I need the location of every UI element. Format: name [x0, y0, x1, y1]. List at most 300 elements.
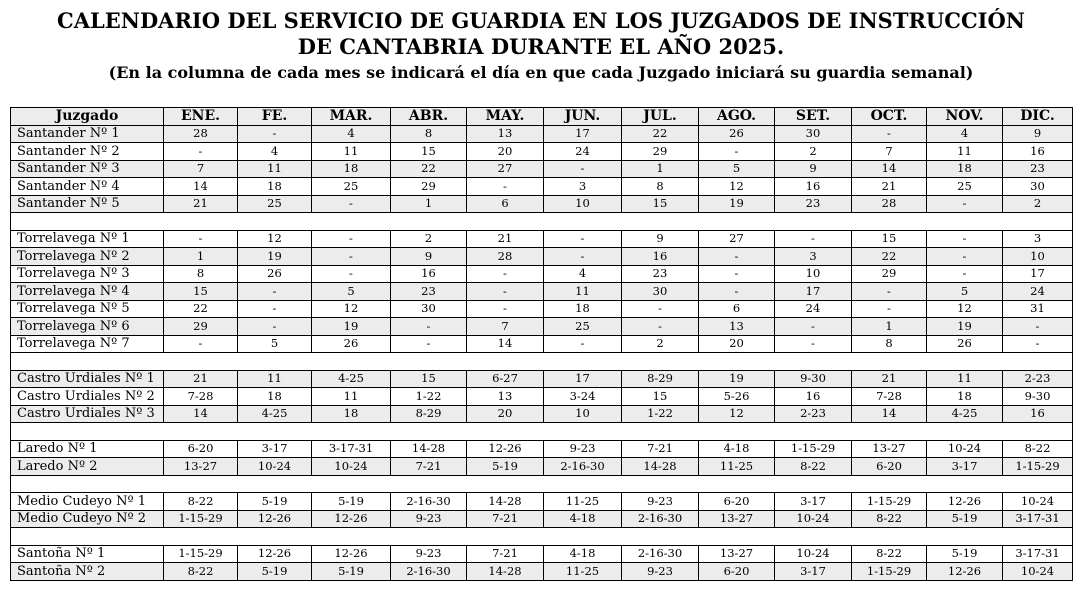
guard-start-cell: 16 [1003, 405, 1073, 423]
guard-start-cell: 5-26 [699, 388, 775, 406]
column-header: FE. [238, 108, 312, 126]
guard-start-cell: 28 [164, 125, 238, 143]
court-name: Santander Nº 4 [11, 178, 164, 196]
guard-start-cell: 9-23 [544, 440, 622, 458]
guard-start-cell: 7-21 [467, 545, 544, 563]
guard-start-cell: 18 [927, 160, 1003, 178]
guard-start-cell: 17 [1003, 265, 1073, 283]
guard-start-cell: 13 [467, 125, 544, 143]
table-row [11, 493, 1073, 511]
guard-start-cell: 15 [391, 143, 467, 161]
guard-start-cell: - [391, 318, 467, 336]
guard-start-cell: - [312, 230, 391, 248]
guard-start-cell: 13-27 [852, 440, 927, 458]
guard-start-cell: 3 [775, 248, 852, 266]
court-name: Santoña Nº 2 [11, 563, 164, 581]
guard-start-cell: - [852, 283, 927, 301]
court-name: Torrelavega Nº 5 [11, 300, 164, 318]
guard-start-cell: 10-24 [312, 458, 391, 476]
guard-start-cell: 1 [391, 195, 467, 213]
court-name: Santander Nº 3 [11, 160, 164, 178]
table-row [11, 178, 1073, 196]
guard-start-cell: 18 [927, 388, 1003, 406]
guard-start-cell: 30 [1003, 178, 1073, 196]
table-row [11, 405, 1073, 423]
guard-start-cell: 31 [1003, 300, 1073, 318]
guard-start-cell: 5-19 [238, 563, 312, 581]
guard-start-cell: 30 [622, 283, 699, 301]
guard-start-cell: 8-22 [852, 545, 927, 563]
guard-start-cell: 9 [622, 230, 699, 248]
guard-start-cell: 9-23 [622, 563, 699, 581]
guard-start-cell: 12-26 [927, 493, 1003, 511]
guard-start-cell: 3-17 [238, 440, 312, 458]
page-title-line-2: DE CANTABRIA DURANTE EL AÑO 2025. [297, 34, 785, 59]
table-row [11, 160, 1073, 178]
guard-start-cell: - [927, 195, 1003, 213]
table-row [11, 440, 1073, 458]
court-name: Torrelavega Nº 4 [11, 283, 164, 301]
guard-start-cell: 1-15-29 [1003, 458, 1073, 476]
guard-start-cell: 10-24 [1003, 563, 1073, 581]
guard-start-cell: - [467, 265, 544, 283]
guard-start-cell: 2-16-30 [622, 545, 699, 563]
guard-start-cell: 9-23 [622, 493, 699, 511]
guard-start-cell: 6-20 [699, 563, 775, 581]
guard-start-cell: 9-23 [391, 545, 467, 563]
guard-start-cell: 19 [927, 318, 1003, 336]
guard-start-cell: 6-20 [852, 458, 927, 476]
column-header: DIC. [1003, 108, 1073, 126]
guard-start-cell: - [467, 283, 544, 301]
guard-start-cell: 11-25 [544, 563, 622, 581]
guard-start-cell: 1-22 [391, 388, 467, 406]
guard-start-cell: 27 [467, 160, 544, 178]
guard-start-cell: 23 [622, 265, 699, 283]
guard-start-cell: 17 [544, 125, 622, 143]
guard-start-cell: - [622, 300, 699, 318]
guard-start-cell: 3 [544, 178, 622, 196]
guard-start-cell: 30 [775, 125, 852, 143]
guard-start-cell: 23 [775, 195, 852, 213]
guard-start-cell: 23 [391, 283, 467, 301]
guard-start-cell: 1-15-29 [775, 440, 852, 458]
table-row [11, 510, 1073, 528]
guard-start-cell: 18 [544, 300, 622, 318]
guard-start-cell: 3-17-31 [1003, 510, 1073, 528]
guard-start-cell: 3-17 [927, 458, 1003, 476]
group-spacer-row [11, 528, 1073, 546]
table-row [11, 388, 1073, 406]
spacer-cell [11, 213, 1073, 231]
guard-start-cell: 2-23 [1003, 370, 1073, 388]
group-spacer-row [11, 213, 1073, 231]
guard-start-cell: 12-26 [238, 545, 312, 563]
guard-start-cell: - [164, 143, 238, 161]
guard-start-cell: 7-21 [622, 440, 699, 458]
guard-start-cell: 12 [927, 300, 1003, 318]
guard-start-cell: 25 [238, 195, 312, 213]
guard-start-cell: 2-16-30 [544, 458, 622, 476]
court-name: Laredo Nº 1 [11, 440, 164, 458]
guard-start-cell: - [164, 335, 238, 353]
guard-start-cell: 7-21 [391, 458, 467, 476]
guard-start-cell: 22 [391, 160, 467, 178]
guard-start-cell: 18 [312, 405, 391, 423]
guard-start-cell: 11 [312, 143, 391, 161]
guard-start-cell: 6-20 [699, 493, 775, 511]
guard-start-cell: 10 [1003, 248, 1073, 266]
guard-start-cell: 12 [238, 230, 312, 248]
guard-start-cell: 9 [391, 248, 467, 266]
guard-start-cell: 4-25 [238, 405, 312, 423]
page-subtitle: (En la columna de cada mes se indicará el día en que cada Juzgado iniciará su guardia semanal) [108, 63, 974, 82]
guard-start-cell: 10-24 [775, 510, 852, 528]
guard-start-cell: 19 [312, 318, 391, 336]
spacer-cell [11, 353, 1073, 371]
guard-start-cell: 13-27 [699, 545, 775, 563]
guard-start-cell: 14-28 [467, 563, 544, 581]
guard-start-cell: 6-27 [467, 370, 544, 388]
guard-start-cell: 1 [852, 318, 927, 336]
guard-start-cell: 11 [312, 388, 391, 406]
guard-start-cell: 29 [622, 143, 699, 161]
guard-start-cell: 16 [622, 248, 699, 266]
court-name: Torrelavega Nº 2 [11, 248, 164, 266]
table-row [11, 545, 1073, 563]
guard-start-cell: 9-23 [391, 510, 467, 528]
guard-start-cell: - [927, 265, 1003, 283]
guard-start-cell: 14-28 [391, 440, 467, 458]
court-name: Laredo Nº 2 [11, 458, 164, 476]
guard-start-cell: 4-18 [699, 440, 775, 458]
guard-calendar-table [10, 107, 1073, 581]
column-header: SET. [775, 108, 852, 126]
guard-start-cell: 13-27 [699, 510, 775, 528]
guard-start-cell: 14-28 [622, 458, 699, 476]
guard-start-cell: 10-24 [775, 545, 852, 563]
guard-start-cell: 4 [927, 125, 1003, 143]
guard-start-cell: 3-17-31 [312, 440, 391, 458]
guard-start-cell: - [852, 125, 927, 143]
guard-start-cell: 21 [467, 230, 544, 248]
guard-start-cell: 3-17 [775, 493, 852, 511]
guard-start-cell: - [699, 283, 775, 301]
guard-start-cell: 24 [775, 300, 852, 318]
guard-start-cell: 1-15-29 [852, 493, 927, 511]
guard-start-cell: 28 [852, 195, 927, 213]
guard-start-cell: 2-16-30 [622, 510, 699, 528]
guard-start-cell: - [238, 300, 312, 318]
guard-start-cell: 20 [699, 335, 775, 353]
column-header: JUN. [544, 108, 622, 126]
guard-start-cell: 5-19 [467, 458, 544, 476]
table-row [11, 143, 1073, 161]
court-name: Torrelavega Nº 3 [11, 265, 164, 283]
guard-start-cell: 5-19 [238, 493, 312, 511]
table-body [11, 125, 1073, 580]
court-name: Torrelavega Nº 1 [11, 230, 164, 248]
guard-start-cell: 7-28 [164, 388, 238, 406]
court-name: Torrelavega Nº 7 [11, 335, 164, 353]
guard-start-cell: - [852, 300, 927, 318]
guard-start-cell: - [238, 283, 312, 301]
guard-start-cell: 8 [852, 335, 927, 353]
guard-start-cell: 2 [775, 143, 852, 161]
guard-start-cell: 9-30 [1003, 388, 1073, 406]
guard-start-cell: 13-27 [164, 458, 238, 476]
guard-start-cell: 10 [775, 265, 852, 283]
guard-start-cell: 8-29 [622, 370, 699, 388]
court-name: Medio Cudeyo Nº 1 [11, 493, 164, 511]
guard-start-cell: 10 [544, 195, 622, 213]
table-row [11, 283, 1073, 301]
guard-start-cell: 4-25 [312, 370, 391, 388]
column-header: AGO. [699, 108, 775, 126]
guard-start-cell: 15 [622, 195, 699, 213]
guard-start-cell: 25 [312, 178, 391, 196]
column-header: MAR. [312, 108, 391, 126]
guard-start-cell: 3-17-31 [1003, 545, 1073, 563]
guard-start-cell: 7 [852, 143, 927, 161]
table-row [11, 230, 1073, 248]
guard-start-cell: 8-22 [775, 458, 852, 476]
guard-start-cell: 11 [544, 283, 622, 301]
guard-start-cell: 2-16-30 [391, 563, 467, 581]
court-name: Torrelavega Nº 6 [11, 318, 164, 336]
column-header: ENE. [164, 108, 238, 126]
guard-start-cell: 14 [852, 160, 927, 178]
guard-start-cell: - [238, 318, 312, 336]
guard-start-cell: 2-23 [775, 405, 852, 423]
guard-start-cell: 11 [238, 160, 312, 178]
guard-start-cell: - [1003, 318, 1073, 336]
guard-start-cell: 10-24 [238, 458, 312, 476]
guard-start-cell: 22 [164, 300, 238, 318]
guard-start-cell: - [312, 248, 391, 266]
guard-start-cell: 16 [1003, 143, 1073, 161]
guard-start-cell: 12-26 [238, 510, 312, 528]
guard-start-cell: 26 [238, 265, 312, 283]
guard-start-cell: 2-16-30 [391, 493, 467, 511]
guard-start-cell: - [775, 335, 852, 353]
table-row [11, 265, 1073, 283]
guard-start-cell: 10-24 [1003, 493, 1073, 511]
guard-start-cell: - [775, 318, 852, 336]
guard-start-cell: 16 [391, 265, 467, 283]
guard-start-cell: 19 [699, 195, 775, 213]
guard-start-cell: 15 [391, 370, 467, 388]
table-row [11, 335, 1073, 353]
guard-start-cell: 17 [775, 283, 852, 301]
guard-start-cell: 2 [1003, 195, 1073, 213]
group-spacer-row [11, 353, 1073, 371]
group-spacer-row [11, 475, 1073, 493]
spacer-cell [11, 528, 1073, 546]
guard-start-cell: 5 [238, 335, 312, 353]
page-title-line-1: CALENDARIO DEL SERVICIO DE GUARDIA EN LOS JUZGADOS DE INSTRUCCIÓN [57, 8, 1025, 33]
spacer-cell [11, 475, 1073, 493]
guard-start-cell: 21 [164, 195, 238, 213]
guard-start-cell: 3-17 [775, 563, 852, 581]
guard-start-cell: 28 [467, 248, 544, 266]
guard-start-cell: 14-28 [467, 493, 544, 511]
guard-start-cell: 18 [238, 388, 312, 406]
guard-start-cell: - [164, 230, 238, 248]
guard-start-cell: - [544, 335, 622, 353]
column-header: JUL. [622, 108, 699, 126]
guard-start-cell: 11 [927, 370, 1003, 388]
guard-start-cell: 8-22 [1003, 440, 1073, 458]
guard-start-cell: 26 [699, 125, 775, 143]
guard-start-cell: 16 [775, 178, 852, 196]
guard-start-cell: 23 [1003, 160, 1073, 178]
guard-start-cell: 4 [312, 125, 391, 143]
guard-start-cell: 1-15-29 [164, 545, 238, 563]
guard-start-cell: 8-22 [164, 563, 238, 581]
table-row [11, 563, 1073, 581]
court-name: Castro Urdiales Nº 1 [11, 370, 164, 388]
table-header-row [11, 108, 1073, 126]
guard-start-cell: - [1003, 335, 1073, 353]
table-row [11, 248, 1073, 266]
column-header: Juzgado [11, 108, 164, 126]
guard-start-cell: 8-22 [852, 510, 927, 528]
guard-start-cell: 4 [544, 265, 622, 283]
guard-start-cell: - [699, 265, 775, 283]
guard-start-cell: - [238, 125, 312, 143]
guard-start-cell: 8 [164, 265, 238, 283]
guard-start-cell: 18 [312, 160, 391, 178]
guard-start-cell: 26 [927, 335, 1003, 353]
guard-start-cell: 7-28 [852, 388, 927, 406]
guard-start-cell: 5-19 [312, 563, 391, 581]
guard-start-cell: 12-26 [312, 510, 391, 528]
guard-start-cell: 1 [622, 160, 699, 178]
group-spacer-row [11, 423, 1073, 441]
guard-start-cell: 6 [467, 195, 544, 213]
guard-start-cell: 15 [852, 230, 927, 248]
court-name: Castro Urdiales Nº 2 [11, 388, 164, 406]
guard-start-cell: 11-25 [544, 493, 622, 511]
table-row [11, 300, 1073, 318]
guard-start-cell: 10-24 [927, 440, 1003, 458]
court-name: Santander Nº 5 [11, 195, 164, 213]
guard-start-cell: 20 [467, 405, 544, 423]
table-row [11, 195, 1073, 213]
guard-start-cell: 22 [622, 125, 699, 143]
guard-start-cell: 4 [238, 143, 312, 161]
guard-start-cell: 12-26 [312, 545, 391, 563]
guard-start-cell: 2 [391, 230, 467, 248]
guard-start-cell: 9 [775, 160, 852, 178]
table-row [11, 458, 1073, 476]
guard-start-cell: 12-26 [927, 563, 1003, 581]
guard-start-cell: 21 [164, 370, 238, 388]
court-name: Santander Nº 1 [11, 125, 164, 143]
guard-start-cell: 12 [699, 178, 775, 196]
guard-start-cell: 13 [467, 388, 544, 406]
court-name: Santoña Nº 1 [11, 545, 164, 563]
guard-start-cell: - [467, 300, 544, 318]
guard-start-cell: 9-30 [775, 370, 852, 388]
guard-start-cell: 5-19 [927, 510, 1003, 528]
guard-start-cell: 15 [622, 388, 699, 406]
guard-start-cell: 6-20 [164, 440, 238, 458]
guard-start-cell: 22 [852, 248, 927, 266]
guard-start-cell: 8 [622, 178, 699, 196]
guard-start-cell: 7 [467, 318, 544, 336]
guard-start-cell: - [544, 230, 622, 248]
guard-start-cell: 1 [164, 248, 238, 266]
guard-start-cell: 4-18 [544, 510, 622, 528]
column-header: OCT. [852, 108, 927, 126]
guard-start-cell: - [699, 248, 775, 266]
guard-start-cell: 3-24 [544, 388, 622, 406]
guard-start-cell: 11 [238, 370, 312, 388]
table-row [11, 370, 1073, 388]
guard-start-cell: 14 [467, 335, 544, 353]
guard-start-cell: 8-29 [391, 405, 467, 423]
guard-start-cell: 5-19 [927, 545, 1003, 563]
guard-start-cell: 1-15-29 [852, 563, 927, 581]
guard-start-cell: 14 [164, 178, 238, 196]
guard-start-cell: 14 [164, 405, 238, 423]
guard-start-cell: - [775, 230, 852, 248]
guard-start-cell: - [927, 230, 1003, 248]
guard-start-cell: 13 [699, 318, 775, 336]
guard-start-cell: 29 [391, 178, 467, 196]
guard-start-cell: 6 [699, 300, 775, 318]
guard-start-cell: 16 [775, 388, 852, 406]
guard-start-cell: 8-22 [164, 493, 238, 511]
guard-start-cell: 14 [852, 405, 927, 423]
guard-start-cell: 27 [699, 230, 775, 248]
guard-start-cell: 5 [927, 283, 1003, 301]
guard-start-cell: 1-15-29 [164, 510, 238, 528]
table-row [11, 125, 1073, 143]
guard-start-cell: 20 [467, 143, 544, 161]
guard-start-cell: 10 [544, 405, 622, 423]
guard-start-cell: - [312, 195, 391, 213]
guard-start-cell: 29 [852, 265, 927, 283]
guard-start-cell: 12 [312, 300, 391, 318]
court-name: Medio Cudeyo Nº 2 [11, 510, 164, 528]
spacer-cell [11, 423, 1073, 441]
court-name: Castro Urdiales Nº 3 [11, 405, 164, 423]
guard-start-cell: 17 [544, 370, 622, 388]
guard-start-cell: - [544, 248, 622, 266]
guard-start-cell: 21 [852, 178, 927, 196]
table-row [11, 318, 1073, 336]
guard-start-cell: - [391, 335, 467, 353]
guard-start-cell: - [622, 318, 699, 336]
guard-start-cell: 11-25 [699, 458, 775, 476]
column-header: ABR. [391, 108, 467, 126]
guard-start-cell: 26 [312, 335, 391, 353]
guard-start-cell: 3 [1003, 230, 1073, 248]
guard-start-cell: 8 [391, 125, 467, 143]
guard-start-cell: 18 [238, 178, 312, 196]
guard-start-cell: 4-18 [544, 545, 622, 563]
guard-start-cell: - [927, 248, 1003, 266]
guard-start-cell: 19 [699, 370, 775, 388]
guard-start-cell: 5 [699, 160, 775, 178]
guard-start-cell: 30 [391, 300, 467, 318]
guard-start-cell: 11 [927, 143, 1003, 161]
guard-start-cell: - [544, 160, 622, 178]
guard-start-cell: 9 [1003, 125, 1073, 143]
